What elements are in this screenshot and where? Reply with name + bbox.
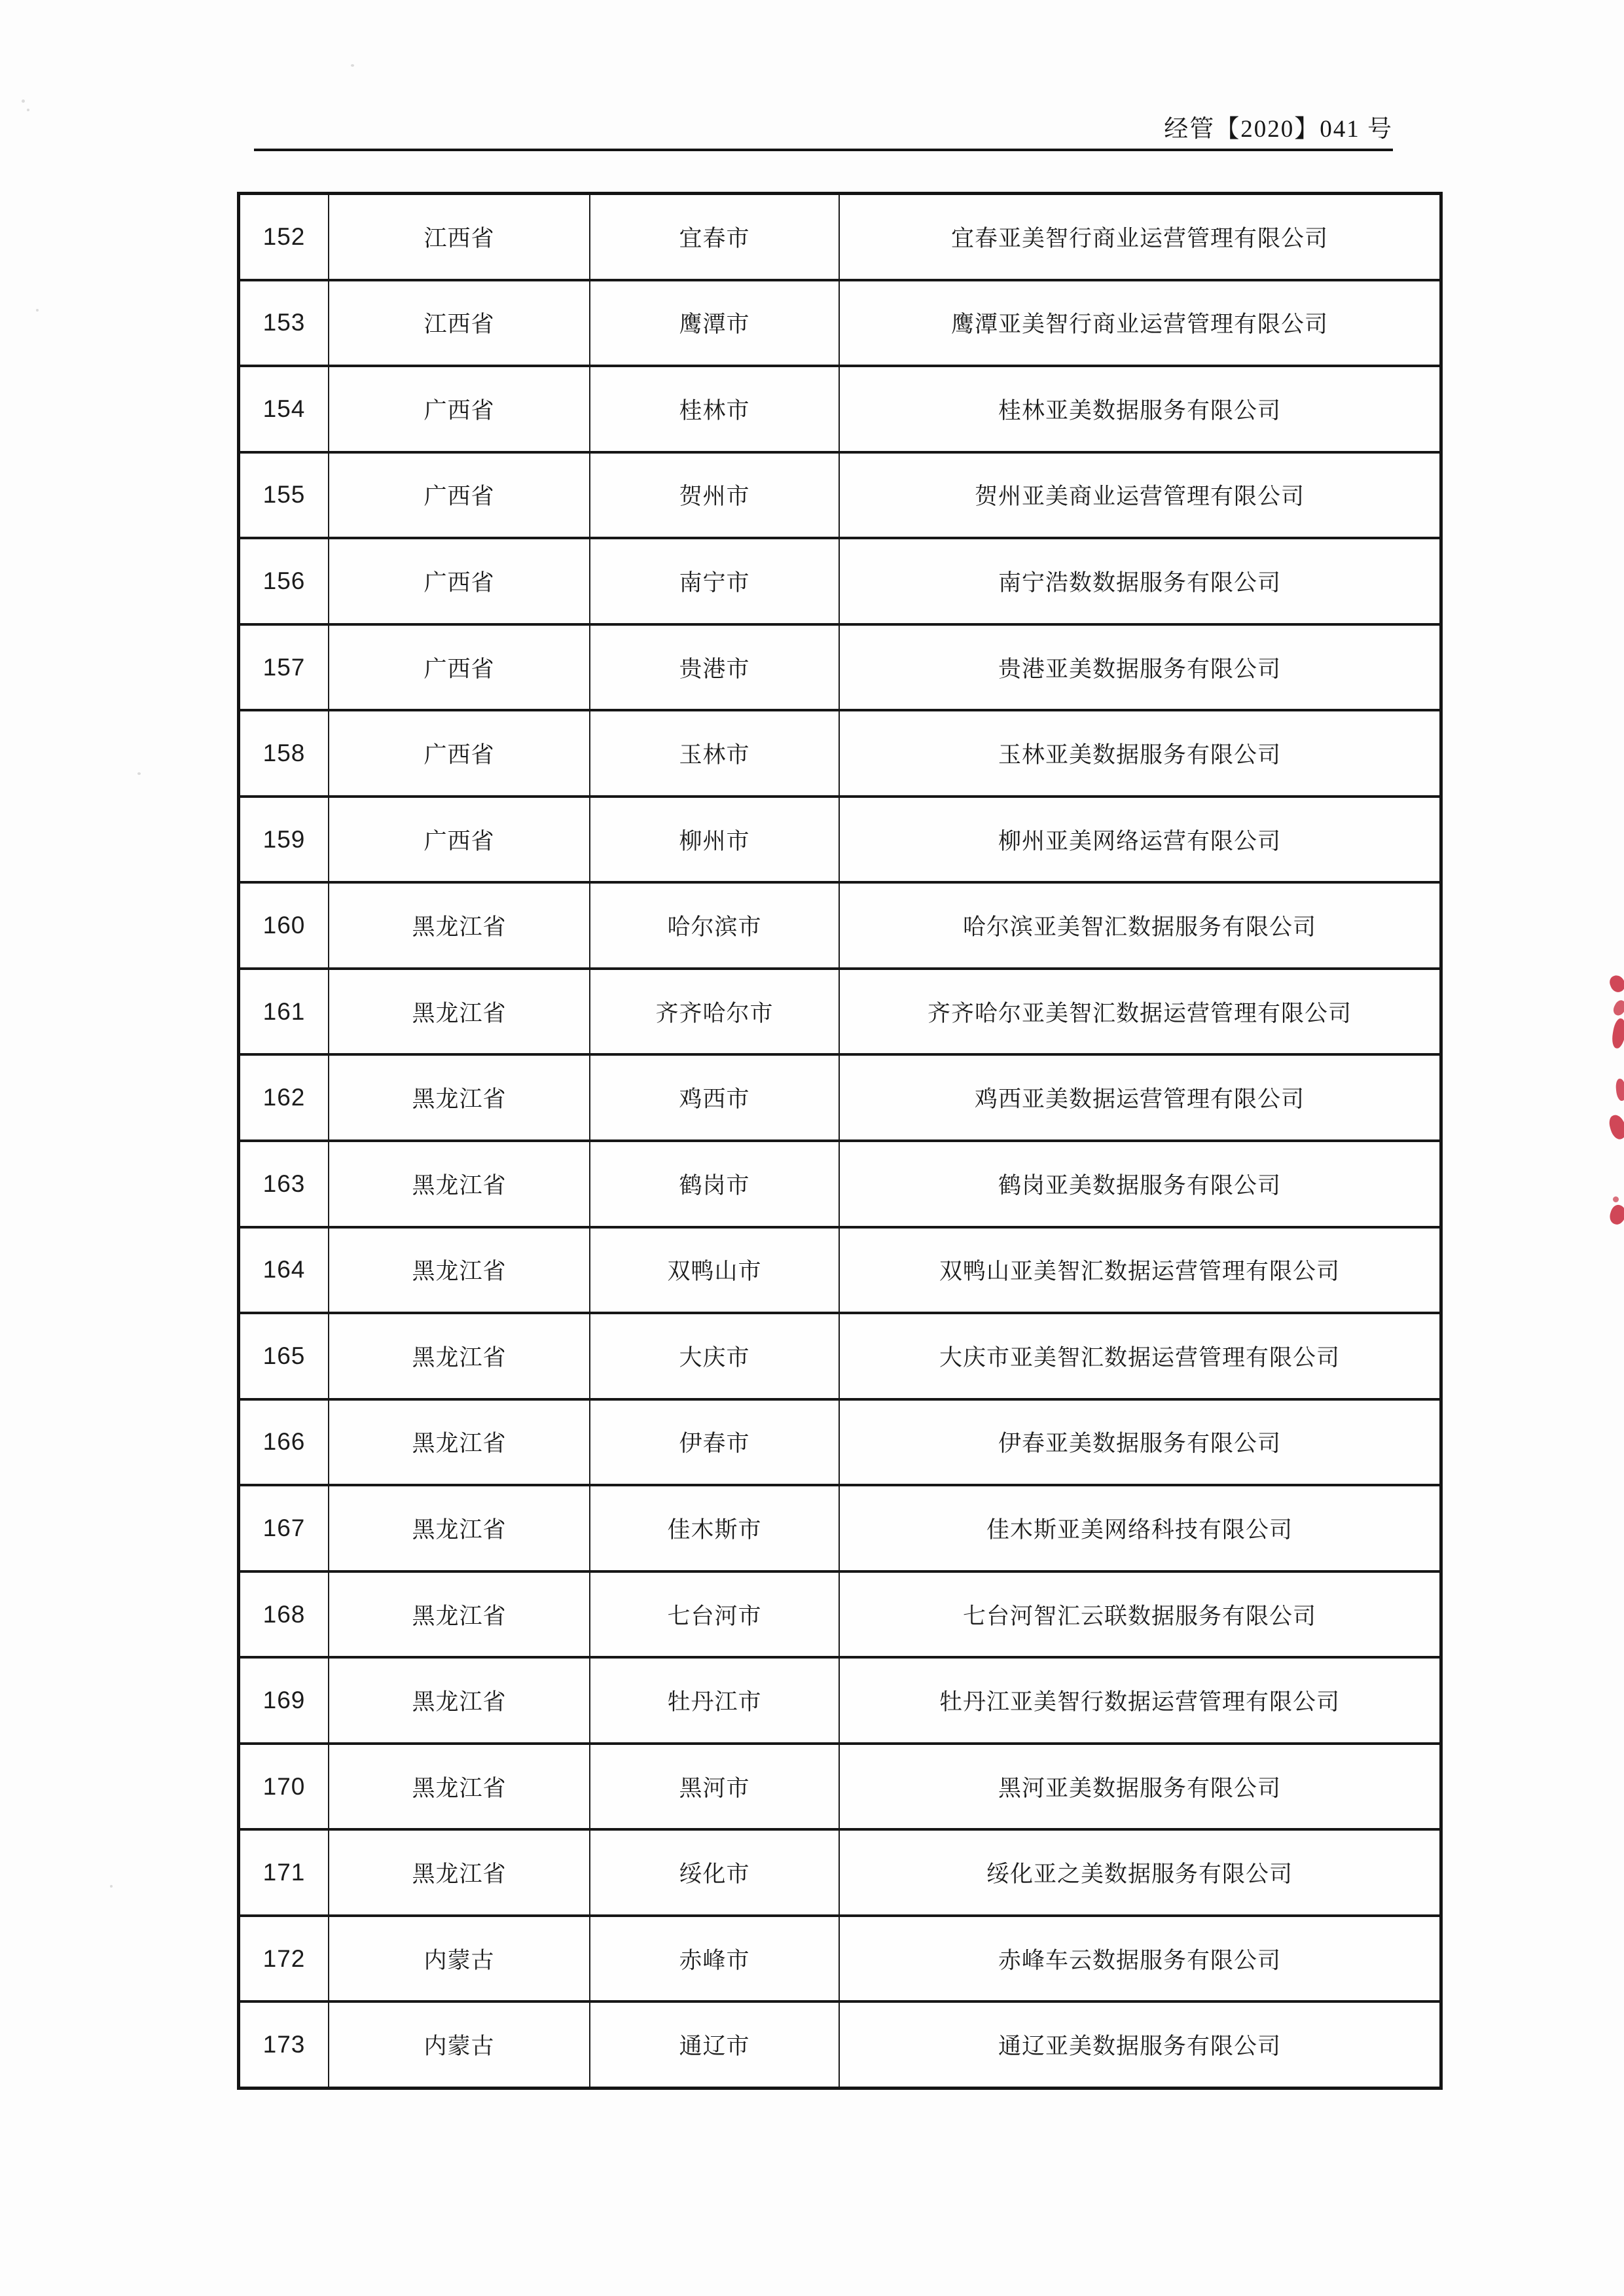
city-cell: 赤峰市 xyxy=(589,1917,839,2001)
province-cell: 黑龙江省 xyxy=(328,1056,589,1139)
red-ink-mark xyxy=(1610,1018,1624,1050)
row-number-cell: 163 xyxy=(262,1170,306,1197)
province-cell: 广西省 xyxy=(328,454,589,537)
scan-speckle xyxy=(22,99,25,103)
row-number-cell: 166 xyxy=(262,1428,306,1456)
city-cell: 贺州市 xyxy=(589,454,839,537)
row-number-cell: 164 xyxy=(262,1256,306,1283)
province-cell: 黑龙江省 xyxy=(328,1573,589,1657)
row-number-cell: 167 xyxy=(262,1514,306,1541)
city-cell: 桂林市 xyxy=(589,367,839,451)
row-number-cell: 158 xyxy=(262,740,306,767)
company-cell: 佳木斯亚美网络科技有限公司 xyxy=(839,1486,1439,1570)
scan-speckle xyxy=(110,1885,113,1888)
city-cell: 鹤岗市 xyxy=(589,1142,839,1226)
company-cell: 黑河亚美数据服务有限公司 xyxy=(839,1745,1439,1829)
company-cell: 南宁浩数数据服务有限公司 xyxy=(839,539,1439,623)
scan-speckle xyxy=(351,64,354,67)
row-number-cell: 169 xyxy=(262,1687,306,1714)
company-cell: 牡丹江亚美智行数据运营管理有限公司 xyxy=(839,1659,1439,1742)
row-number-cell: 171 xyxy=(262,1859,306,1886)
city-cell: 大庆市 xyxy=(589,1314,839,1398)
province-cell: 黑龙江省 xyxy=(328,884,589,967)
city-cell: 绥化市 xyxy=(589,1831,839,1914)
red-ink-mark xyxy=(1611,998,1624,1017)
company-cell: 通辽亚美数据服务有限公司 xyxy=(839,2003,1439,2087)
city-cell: 通辽市 xyxy=(589,2003,839,2087)
province-cell: 黑龙江省 xyxy=(328,1401,589,1484)
table-row xyxy=(240,795,1439,882)
table-row xyxy=(240,365,1439,451)
city-cell: 鹰潭市 xyxy=(589,281,839,365)
table-row xyxy=(240,451,1439,537)
row-number-cell: 153 xyxy=(262,309,306,336)
table-row xyxy=(240,1742,1439,1829)
city-cell: 南宁市 xyxy=(589,539,839,623)
city-cell: 贵港市 xyxy=(589,626,839,709)
row-number-cell: 157 xyxy=(262,653,306,681)
table-row xyxy=(240,1053,1439,1139)
row-number-cell: 159 xyxy=(262,825,306,853)
company-cell: 玉林亚美数据服务有限公司 xyxy=(839,711,1439,795)
company-cell: 绥化亚之美数据服务有限公司 xyxy=(839,1831,1439,1914)
province-cell: 内蒙古 xyxy=(328,2003,589,2087)
city-cell: 牡丹江市 xyxy=(589,1659,839,1742)
row-number-cell: 168 xyxy=(262,1600,306,1628)
table-row xyxy=(240,1139,1439,1226)
company-cell: 宜春亚美智行商业运营管理有限公司 xyxy=(839,195,1439,279)
city-cell: 哈尔滨市 xyxy=(589,884,839,967)
row-number-cell: 154 xyxy=(262,395,306,422)
company-cell: 桂林亚美数据服务有限公司 xyxy=(839,367,1439,451)
table-row xyxy=(240,1570,1439,1657)
row-number-cell: 160 xyxy=(262,912,306,939)
city-cell: 鸡西市 xyxy=(589,1056,839,1139)
red-ink-mark xyxy=(1608,1203,1624,1227)
red-ink-mark xyxy=(1607,1113,1624,1141)
table-row xyxy=(240,195,1439,279)
province-cell: 内蒙古 xyxy=(328,1917,589,2001)
company-cell: 双鸭山亚美智汇数据运营管理有限公司 xyxy=(839,1229,1439,1312)
table-row xyxy=(240,2000,1439,2087)
province-cell: 黑龙江省 xyxy=(328,1831,589,1914)
company-cell: 哈尔滨亚美智汇数据服务有限公司 xyxy=(839,884,1439,967)
red-ink-mark xyxy=(1613,1196,1619,1202)
province-cell: 黑龙江省 xyxy=(328,1314,589,1398)
company-cell: 伊春亚美数据服务有限公司 xyxy=(839,1401,1439,1484)
province-cell: 黑龙江省 xyxy=(328,1659,589,1742)
company-cell: 鹰潭亚美智行商业运营管理有限公司 xyxy=(839,281,1439,365)
row-number-cell: 170 xyxy=(262,1772,306,1800)
province-cell: 黑龙江省 xyxy=(328,1229,589,1312)
row-number-cell: 162 xyxy=(262,1084,306,1111)
province-cell: 黑龙江省 xyxy=(328,1745,589,1829)
table-row xyxy=(240,1226,1439,1312)
company-cell: 鹤岗亚美数据服务有限公司 xyxy=(839,1142,1439,1226)
company-cell: 贵港亚美数据服务有限公司 xyxy=(839,626,1439,709)
province-cell: 广西省 xyxy=(328,626,589,709)
row-number-cell: 155 xyxy=(262,481,306,509)
province-cell: 江西省 xyxy=(328,281,589,365)
company-cell: 大庆市亚美智汇数据运营管理有限公司 xyxy=(839,1314,1439,1398)
city-cell: 黑河市 xyxy=(589,1745,839,1829)
province-cell: 广西省 xyxy=(328,711,589,795)
province-cell: 黑龙江省 xyxy=(328,1142,589,1226)
table-row xyxy=(240,279,1439,365)
table-row xyxy=(240,967,1439,1054)
city-cell: 柳州市 xyxy=(589,798,839,882)
row-number-cell: 152 xyxy=(262,223,306,250)
table-row xyxy=(240,537,1439,623)
city-cell: 七台河市 xyxy=(589,1573,839,1657)
company-table xyxy=(237,192,1443,2090)
company-cell: 鸡西亚美数据运营管理有限公司 xyxy=(839,1056,1439,1139)
table-row xyxy=(240,709,1439,795)
province-cell: 黑龙江省 xyxy=(328,970,589,1054)
scan-speckle xyxy=(36,309,39,312)
header-divider-line xyxy=(254,149,1393,151)
company-cell: 齐齐哈尔亚美智汇数据运营管理有限公司 xyxy=(839,970,1439,1054)
document-number: 经管【2020】041 号 xyxy=(1164,116,1393,143)
scan-speckle xyxy=(137,772,141,775)
city-cell: 玉林市 xyxy=(589,711,839,795)
company-cell: 赤峰车云数据服务有限公司 xyxy=(839,1917,1439,2001)
table-row xyxy=(240,1656,1439,1742)
row-number-cell: 165 xyxy=(262,1342,306,1369)
table-row xyxy=(240,1484,1439,1570)
province-cell: 广西省 xyxy=(328,367,589,451)
row-number-cell: 161 xyxy=(262,997,306,1025)
city-cell: 双鸭山市 xyxy=(589,1229,839,1312)
province-cell: 广西省 xyxy=(328,798,589,882)
city-cell: 宜春市 xyxy=(589,195,839,279)
table-row xyxy=(240,1914,1439,2001)
scan-speckle xyxy=(27,109,29,111)
row-number-cell: 173 xyxy=(262,2031,306,2058)
province-cell: 黑龙江省 xyxy=(328,1486,589,1570)
company-cell: 七台河智汇云联数据服务有限公司 xyxy=(839,1573,1439,1657)
table-row xyxy=(240,623,1439,709)
table-row xyxy=(240,1828,1439,1914)
table-row xyxy=(240,881,1439,967)
province-cell: 江西省 xyxy=(328,195,589,279)
red-ink-mark xyxy=(1608,973,1624,994)
province-cell: 广西省 xyxy=(328,539,589,623)
city-cell: 佳木斯市 xyxy=(589,1486,839,1570)
company-cell: 柳州亚美网络运营有限公司 xyxy=(839,798,1439,882)
company-cell: 贺州亚美商业运营管理有限公司 xyxy=(839,454,1439,537)
row-number-cell: 172 xyxy=(262,1945,306,1972)
city-cell: 伊春市 xyxy=(589,1401,839,1484)
red-ink-mark xyxy=(1615,1078,1624,1101)
table-row xyxy=(240,1398,1439,1484)
row-number-cell: 156 xyxy=(262,567,306,594)
table-row xyxy=(240,1312,1439,1398)
city-cell: 齐齐哈尔市 xyxy=(589,970,839,1054)
